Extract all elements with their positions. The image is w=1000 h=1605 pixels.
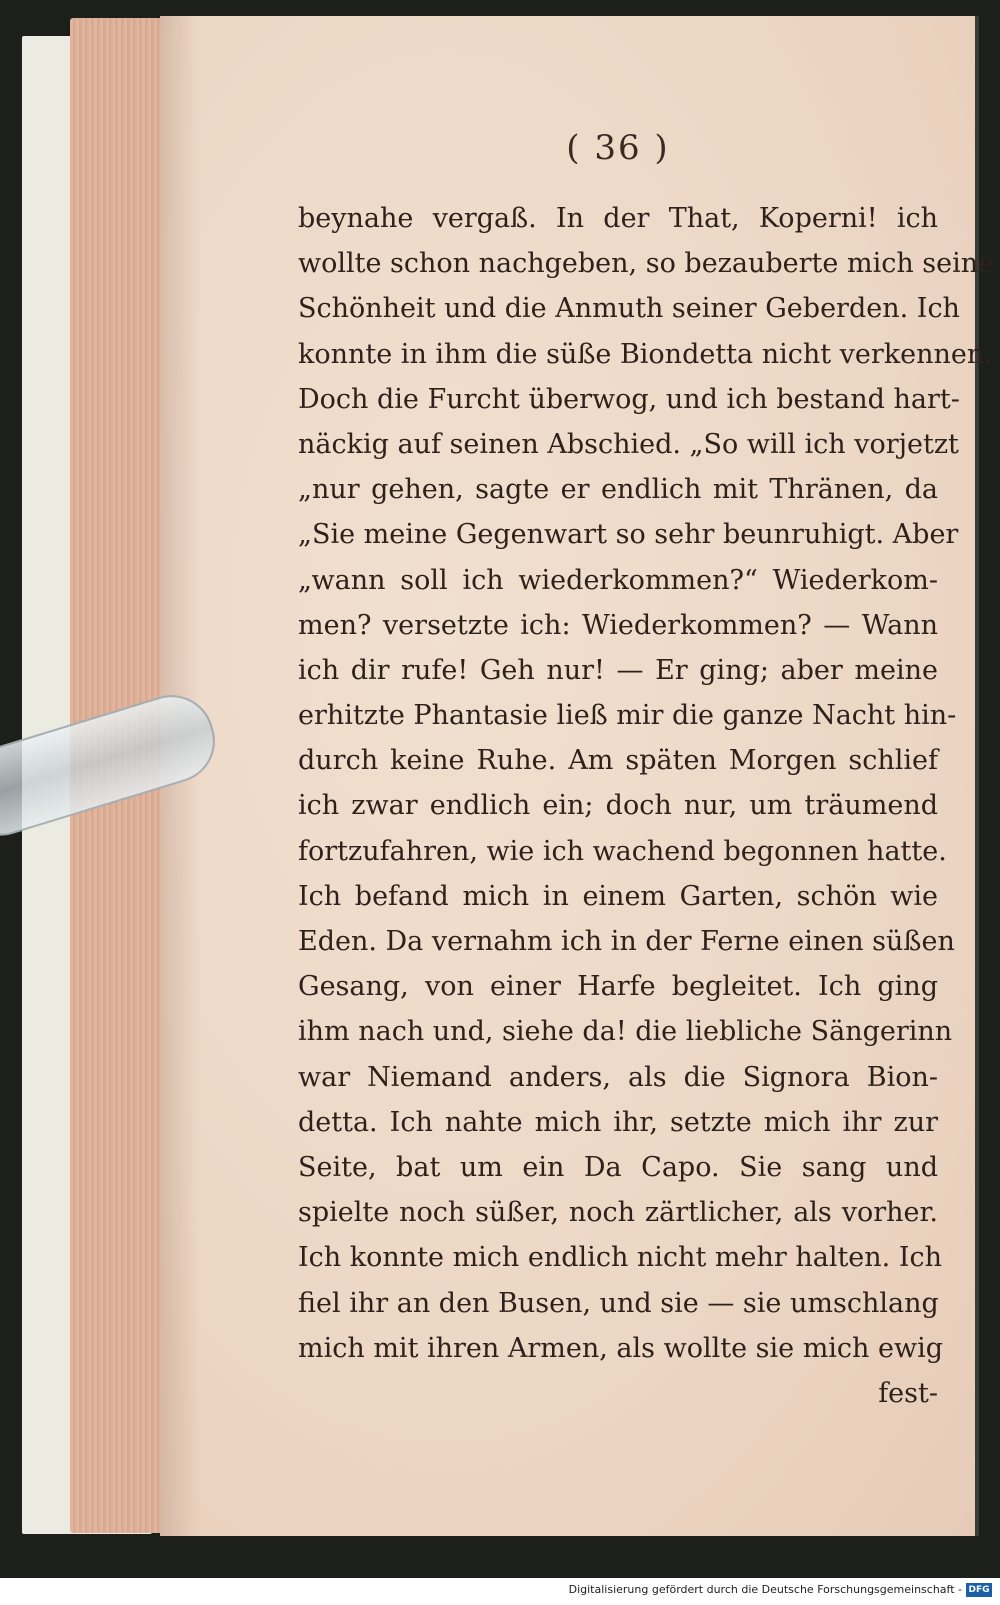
text-line: Gesang, von einer Harfe begleitet. Ich ging <box>298 971 938 1003</box>
text-line: konnte in ihm die süße Biondetta nicht verkennen. <box>298 338 993 370</box>
text-line: „wann soll ich wiederkommen?“ Wiederkom- <box>298 564 938 596</box>
body-text <box>298 196 995 1416</box>
text-line: ich zwar endlich ein; doch nur, um träumend <box>298 790 938 822</box>
text-line: ihm nach und, siehe da! die liebliche Sängerinn <box>298 1016 953 1048</box>
text-line: „nur gehen, sagte er endlich mit Thränen, da <box>298 474 938 506</box>
text-line: wollte schon nachgeben, so bezauberte mich seine <box>298 248 995 280</box>
dfg-logo: DFG <box>966 1583 992 1597</box>
page-number: ( 36 ) <box>566 128 670 168</box>
text-line: beynahe vergaß. In der That, Koperni! ich <box>298 203 938 234</box>
text-line: Doch die Furcht überwog, und ich bestand hart- <box>298 383 960 415</box>
text-line: Ich konnte mich endlich nicht mehr halten. Ich <box>298 1242 943 1274</box>
text-line: Eden. Da vernahm ich in der Ferne einen süßen <box>298 926 955 957</box>
text-line: erhitzte Phantasie ließ mir die ganze Nacht hin- <box>298 700 957 732</box>
text-line: fortzufahren, wie ich wachend begonnen hatte. <box>298 835 947 867</box>
text-line: detta. Ich nahte mich ihr, setzte mich ihr zur <box>298 1106 938 1138</box>
text-line: war Niemand anders, als die Signora Bion- <box>298 1061 938 1093</box>
catchword: fest- <box>878 1377 938 1409</box>
text-line: Schönheit und die Anmuth seiner Geberden. Ich <box>298 293 960 325</box>
text-line: „Sie meine Gegenwart so sehr beunruhigt. Aber <box>298 519 959 551</box>
text-line: durch keine Ruhe. Am späten Morgen schlief <box>298 745 938 777</box>
text-line: Seite, bat um ein Da Capo. Sie sang und <box>298 1151 938 1183</box>
text-line: Ich befand mich in einem Garten, schön wie <box>298 880 938 912</box>
funding-credit: Digitalisierung gefördert durch die Deutsche Forschungsgemeinschaft - <box>568 1583 962 1596</box>
text-line: näckig auf seinen Abschied. „So will ich vorjetzt <box>298 428 959 460</box>
text-line: mich mit ihren Armen, als wollte sie mich ewig <box>298 1332 944 1364</box>
text-line: fiel ihr an den Busen, und sie — sie umschlang <box>298 1287 939 1319</box>
text-line: men? versetzte ich: Wiederkommen? — Wann <box>298 609 938 641</box>
text-line: ich dir rufe! Geh nur! — Er ging; aber meine <box>298 654 938 686</box>
text-line: spielte noch süßer, noch zärtlicher, als vorher. <box>298 1197 938 1229</box>
